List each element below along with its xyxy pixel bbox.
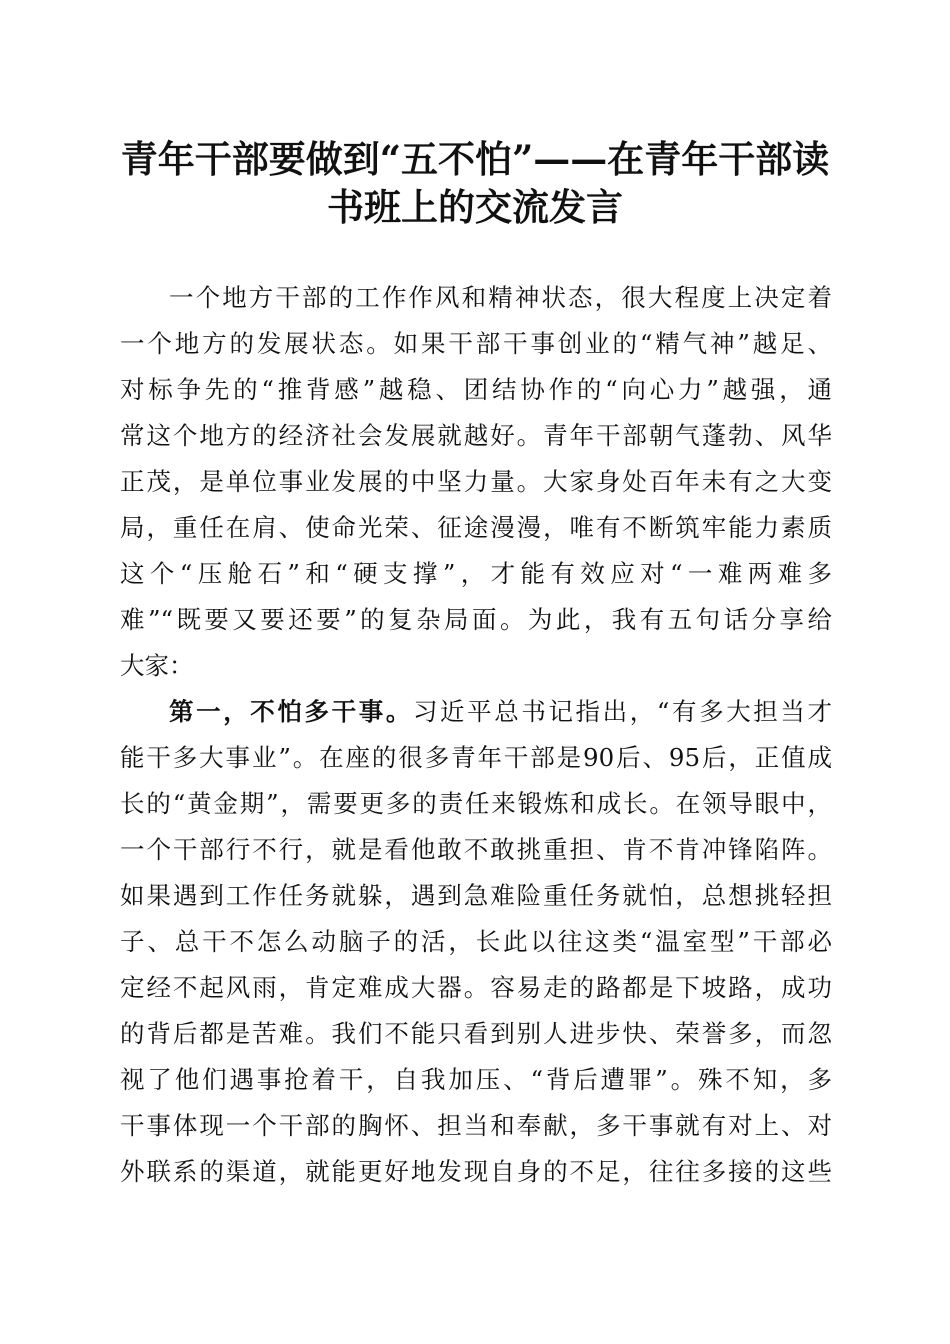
paragraph-2-first-line	[169, 697, 832, 727]
document-title-line-1: 青年干部要做到“五不怕”——在青年干部读	[120, 137, 830, 181]
paragraph-2-line: 的背后都是苦难。我们不能只看到别人进步快、荣誉多，而忽	[120, 1019, 832, 1048]
paragraph-2-line: 长的“黄金期”，需要更多的责任来锻炼和成长。在领导眼中，	[120, 789, 832, 818]
paragraph-2-heading: 第一，不怕多干事。	[169, 697, 413, 726]
paragraph-2-line: 能干多大事业”。在座的很多青年干部是90后、95后，正值成	[120, 743, 832, 772]
paragraph-2-line: 一个干部行不行，就是看他敢不敢挑重担、肯不肯冲锋陷阵。	[120, 835, 832, 864]
paragraph-1-line: 对标争先的“推背感”越稳、团结协作的“向心力”越强，通	[120, 375, 832, 404]
document-title-line-2: 书班上的交流发言	[327, 185, 623, 229]
paragraph-1-line: 大家：	[120, 651, 194, 680]
paragraph-2-line: 如果遇到工作任务就躲，遇到急难险重任务就怕，总想挑轻担	[120, 881, 832, 910]
paragraph-1-line: 一个地方干部的工作作风和精神状态，很大程度上决定着	[169, 283, 832, 312]
paragraph-2-first-line-text: 习近平总书记指出，“有多大担当才	[412, 697, 833, 726]
paragraph-2-line: 定经不起风雨，肯定难成大器。容易走的路都是下坡路，成功	[120, 973, 832, 1002]
paragraph-2-line: 外联系的渠道，就能更好地发现自身的不足，往往多接的这些	[120, 1157, 832, 1186]
paragraph-1-line: 一个地方的发展状态。如果干部干事创业的“精气神”越足、	[120, 329, 832, 358]
paragraph-1-line: 局，重任在肩、使命光荣、征途漫漫，唯有不断筑牢能力素质	[120, 513, 832, 542]
paragraph-2-line: 子、总干不怎么动脑子的活，长此以往这类“温室型”干部必	[120, 927, 832, 956]
paragraph-1-line: 这个“压舱石”和“硬支撑”，才能有效应对“一难两难多	[120, 559, 832, 588]
paragraph-1-line: 正茂，是单位事业发展的中坚力量。大家身处百年未有之大变	[120, 467, 832, 496]
paragraph-2-line: 视了他们遇事抢着干，自我加压、“背后遭罪”。殊不知，多	[120, 1065, 832, 1094]
paragraph-1-line: 常这个地方的经济社会发展就越好。青年干部朝气蓬勃、风华	[120, 421, 832, 450]
paragraph-1-line: 难”“既要又要还要”的复杂局面。为此，我有五句话分享给	[120, 605, 832, 634]
paragraph-2-line: 干事体现一个干部的胸怀、担当和奉献，多干事就有对上、对	[120, 1111, 832, 1140]
